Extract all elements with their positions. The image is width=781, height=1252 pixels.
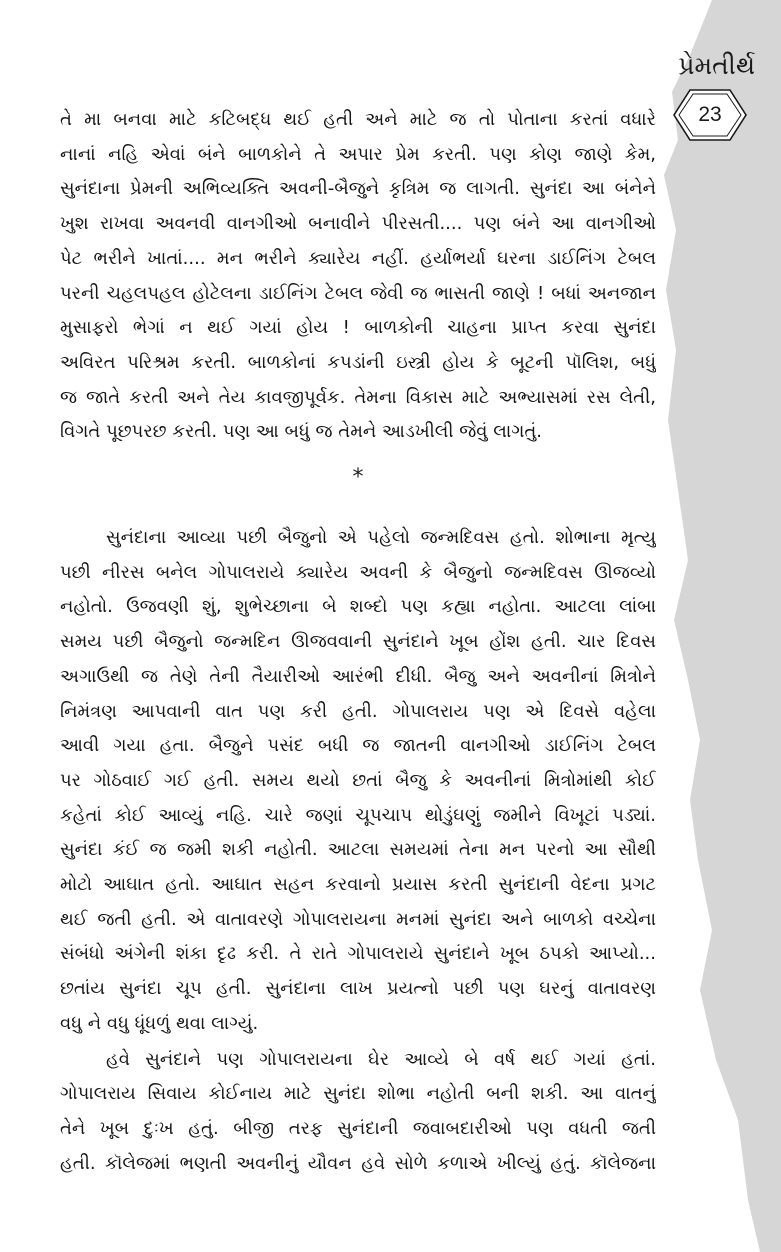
text-line: સંબંધો અંગેની શંકા દૃઢ કરી. તે રાતે ગોપાલરાયે સુનંદાને ખૂબ ઠપકો આપ્યો... [60, 943, 656, 965]
text-line: નાનાં નહિ એવાં બંને બાળકોને તે અપાર પ્રેમ કરતી. પણ કોણ જાણે કેમ, [60, 143, 656, 165]
text-line: હવે સુનંદાને પણ ગોપાલરાયના ઘેર આવ્યે બે વર્ષ થઈ ગયાં હતાં. [106, 1048, 656, 1070]
body-text [60, 103, 656, 1181]
text-line: નહોતો. ઉજવણી શું, શુભેચ્છાના બે શબ્દો પણ કહ્યા નહોતા. આટલા લાંબા [60, 596, 656, 618]
text-line: આવી ગયા હતા. બૈજુને પસંદ બધી જ જાતની વાનગીઓ ડાઈનિંગ ટેબલ [60, 735, 656, 757]
text-line: છતાંય સુનંદા ચૂપ હતી. સુનંદાના લાખ પ્રયત્નો પછી પણ ઘરનું વાતાવરણ [60, 978, 656, 1000]
text-line: થઈ જતી હતી. એ વાતાવરણે ગોપાલરાયના મનમાં સુનંદા અને બાળકો વચ્ચેના [60, 908, 656, 930]
text-line: સમય પછી બૈજુનો જન્મદિન ઊજવવાની સુનંદાને ખૂબ હોંશ હતી. ચાર દિવસ [60, 631, 656, 653]
text-line: વિગતે પૂછપરછ કરતી. પણ આ બધું જ તેમને આડખીલી જેવું લાગતું. [60, 421, 543, 443]
text-line: પછી નીરસ બનેલ ગોપાલરાયે ક્યારેય અવની કે બૈજુનો જન્મદિવસ ઊજવ્યો [60, 561, 656, 583]
section-separator: * [352, 465, 364, 491]
text-line: તે મા બનવા માટે કટિબદ્ધ થઈ હતી અને માટે જ તો પોતાના કરતાં વધારે [60, 109, 656, 130]
text-line: કહેતાં કોઈ આવ્યું નહિ. ચારે જણાં ચૂપચાપ થોડુંઘણું જમીને વિખૂટાં પડ્યાં. [60, 804, 656, 826]
running-title: પ્રેમતીર્થ [678, 51, 755, 80]
text-line: પેટ ભરીને ખાતાં.... મન ભરીને ક્યારેય નહીં. હર્યાભર્યા ઘરના ડાઈનિંગ ટેબલ [60, 247, 656, 269]
text-line: મુસાફરો ભેગાં ન થઈ ગયાં હોય ! બાળકોની ચાહના પ્રાપ્ત કરવા સુનંદા [60, 317, 656, 339]
text-line: સુનંદાના આવ્યા પછી બૈજુનો એ પહેલો જન્મદિવસ હતો. શોભાના મૃત્યુ [106, 527, 656, 549]
page-number-badge [672, 87, 748, 143]
paragraph [60, 1043, 656, 1182]
text-line: સુનંદાના પ્રેમની અભિવ્યક્તિ અવની-બૈજુને કૃત્રિમ જ લાગતી. સુનંદા આ બંનેને [60, 178, 656, 200]
text-line: ખુશ રાખવા અવનવી વાનગીઓ બનાવીને પીરસતી.... પણ બંને આ વાનગીઓ [60, 213, 656, 235]
paragraph [60, 521, 656, 1042]
text-line: પર ગોઠવાઈ ગઈ હતી. સમય થયો છતાં બૈજુ કે અવનીનાં મિત્રોમાંથી કોઈ [60, 769, 656, 791]
paragraph [60, 103, 656, 450]
text-line: જ જાતે કરતી અને તેય કાવજીપૂર્વક. તેમના વિકાસ માટે અભ્યાસમાં રસ લેતી, [60, 386, 656, 408]
text-line: પરની ચહલપહલ હોટેલના ડાઈનિંગ ટેબલ જેવી જ ભાસતી જાણે ! બધાં અનજાન [60, 282, 656, 304]
text-line: ગોપાલરાય સિવાય કોઈનાય માટે સુનંદા શોભા નહોતી બની શકી. આ વાતનું [60, 1083, 656, 1105]
text-line: હતી. કૉલેજમાં ભણતી અવનીનું યૌવન હવે સોળે કળાએ ખીલ્યું હતું. કૉલેજના [60, 1152, 656, 1174]
text-line: સુનંદા કંઈ જ જમી શકી નહોતી. આટલા સમયમાં તેના મન પરનો આ સૌથી [60, 839, 656, 861]
text-line: નિમંત્રણ આપવાની વાત પણ કરી હતી. ગોપાલરાય પણ એ દિવસે વહેલા [60, 700, 656, 722]
text-line: વધુ ને વધુ ધૂંધળું થવા લાગ્યું. [60, 1012, 259, 1034]
text-line: અગાઉથી જ તેણે તેની તૈયારીઓ આરંભી દીધી. બૈજુ અને અવનીનાં મિત્રોને [60, 665, 656, 687]
text-line: અવિરત પરિશ્રમ કરતી. બાળકોનાં કપડાંની ઇસ્ત્રી હોય કે બૂટની પૉલિશ, બધું [60, 351, 656, 373]
page-number: 23 [698, 103, 722, 126]
text-line: તેને ખૂબ દુઃખ હતું. બીજી તરફ સુનંદાની જવાબદારીઓ પણ વધતી જતી [60, 1117, 656, 1139]
text-line: મોટો આઘાત હતો. આઘાત સહન કરવાનો પ્રયાસ કરતી સુનંદાની વેદના પ્રગટ [60, 874, 656, 896]
